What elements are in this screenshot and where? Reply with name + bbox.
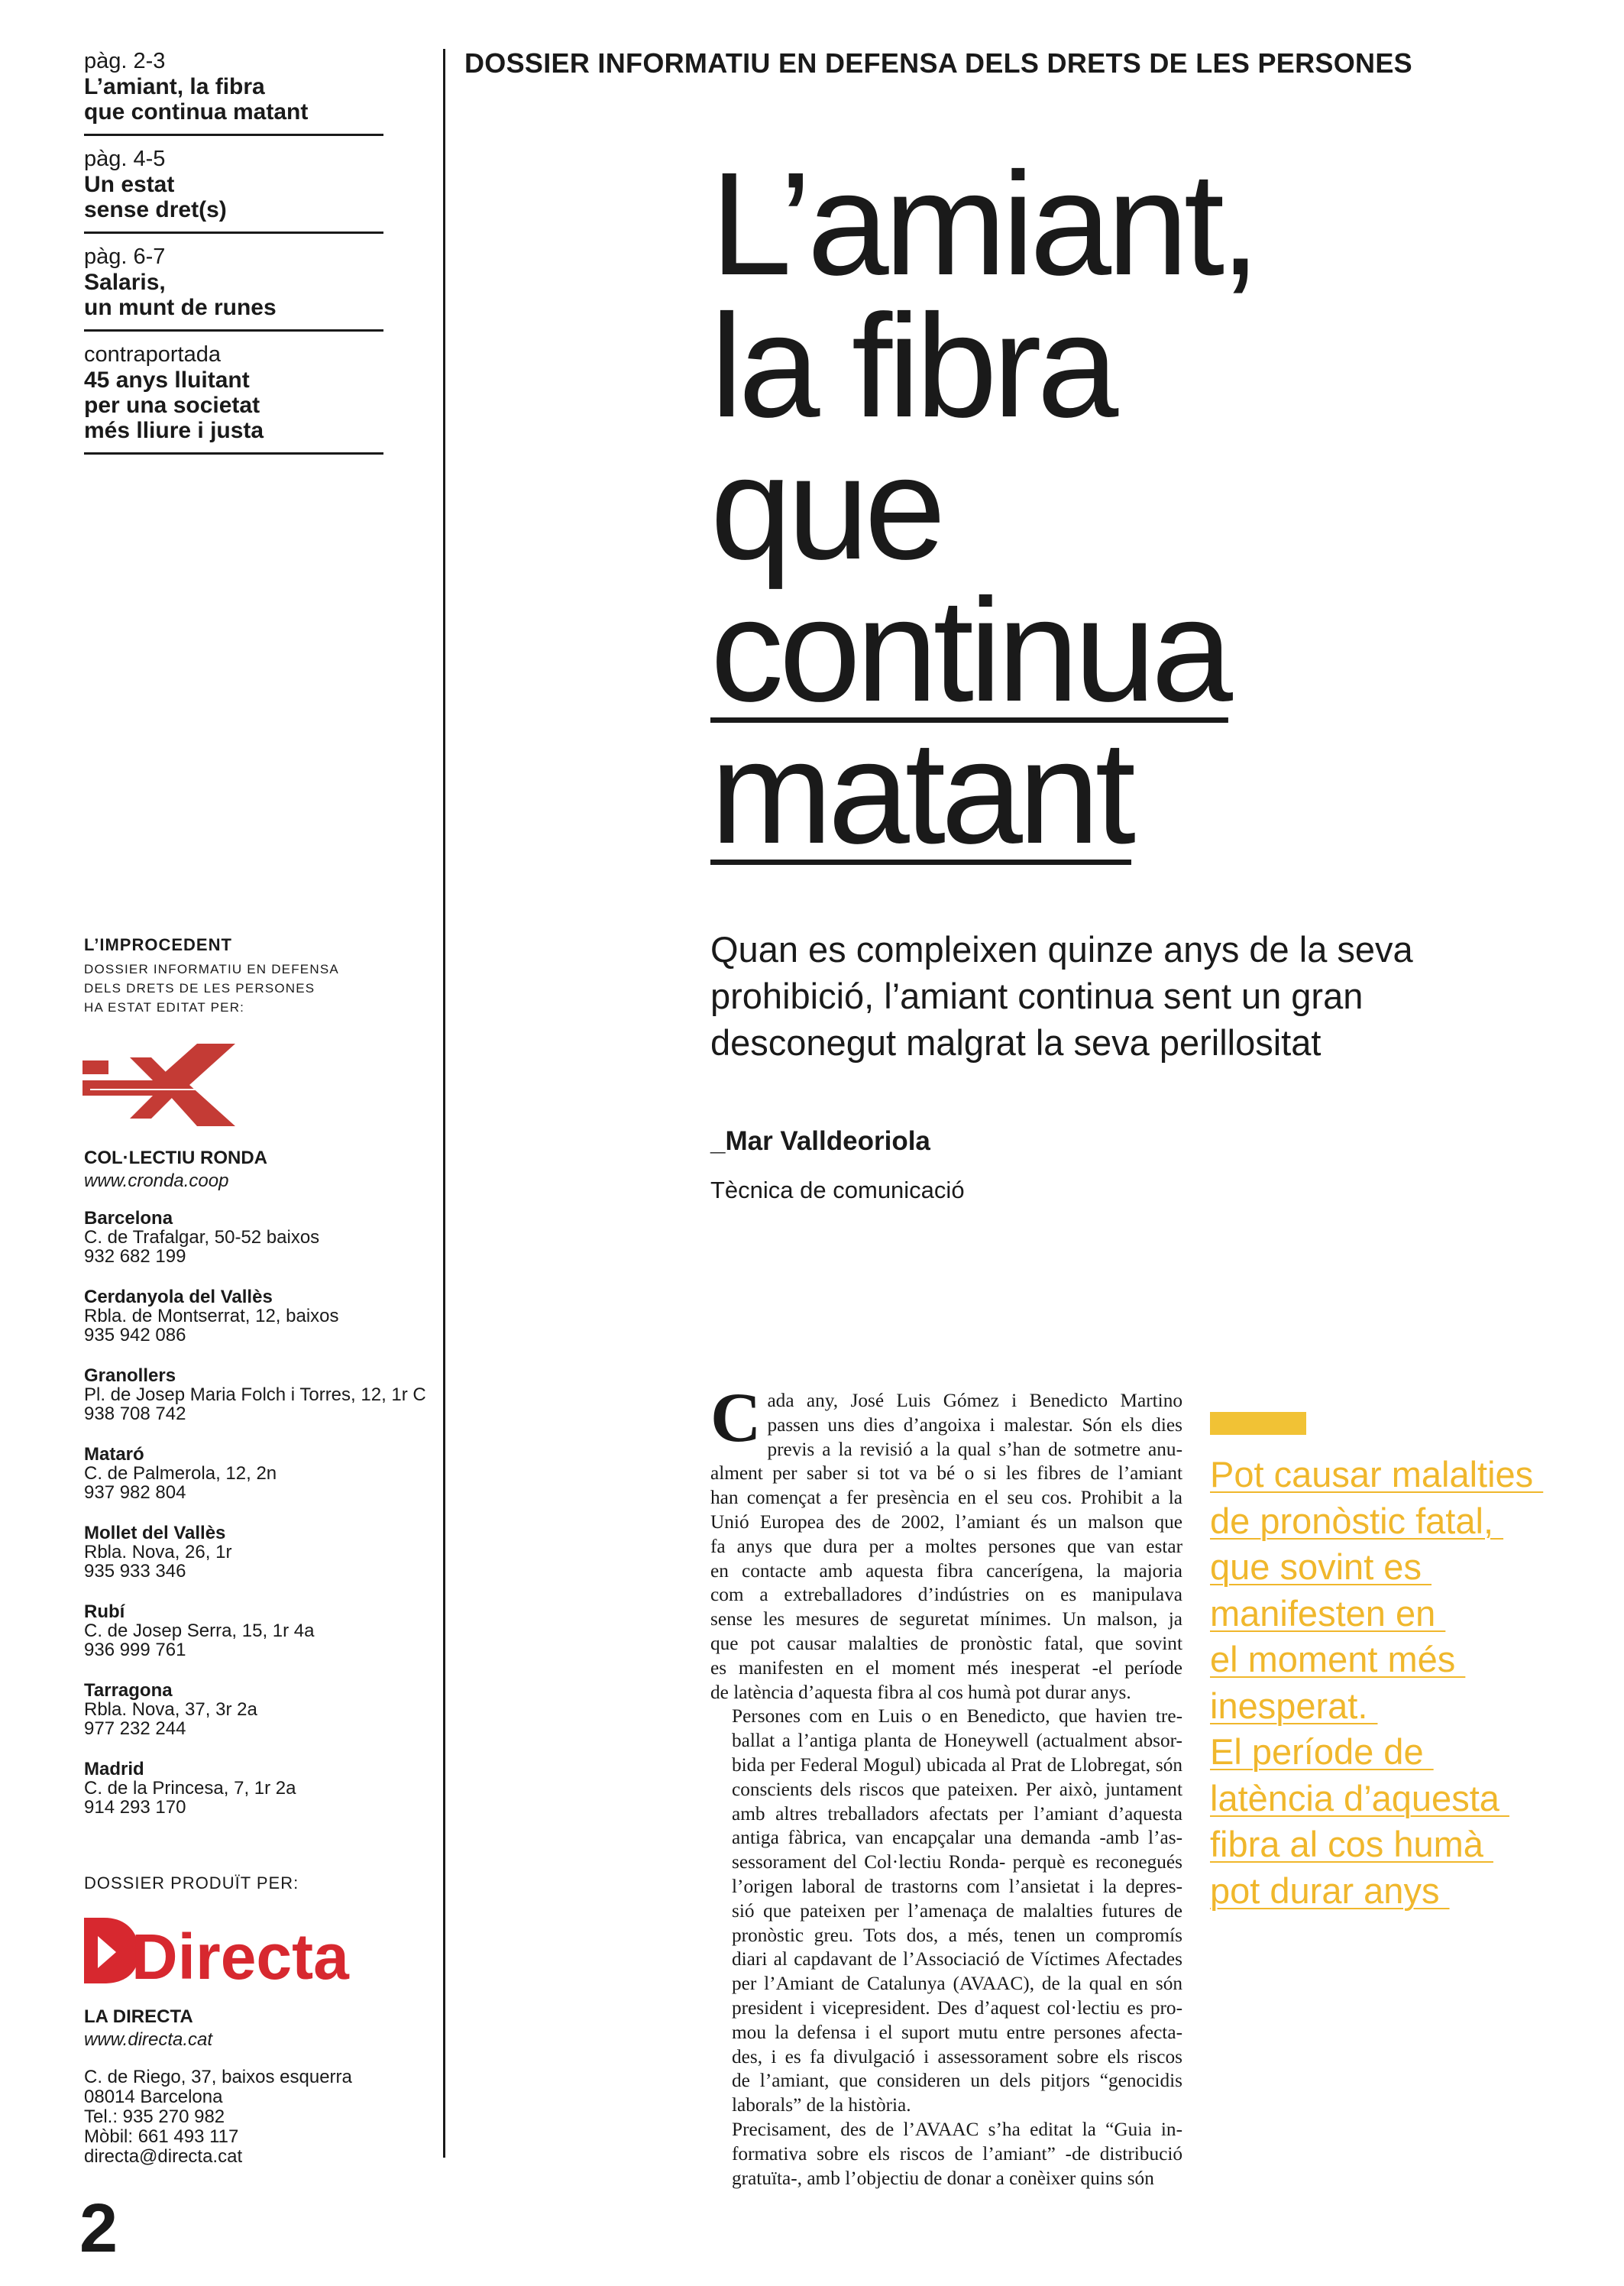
directa-name: LA DIRECTA <box>84 2006 193 2027</box>
table-of-contents <box>84 49 383 465</box>
ronda-website[interactable]: www.cronda.coop <box>84 1171 229 1191</box>
directa-logo <box>82 1910 349 1993</box>
directa-contact <box>84 2067 352 2167</box>
page-number: 2 <box>79 2190 118 2267</box>
headline-line: matant <box>710 710 1131 874</box>
body-line: com a extreballadores d’indústries on es manipulava <box>710 1584 1182 1606</box>
produced-by-label: DOSSIER PRODUÏT PER: <box>84 1873 299 1893</box>
office-entry <box>84 1523 443 1581</box>
toc-title <box>84 270 383 320</box>
office-phone: 977 232 244 <box>84 1718 186 1739</box>
toc-title-line: que continua matant <box>84 99 309 125</box>
office-address: Rbla. Nova, 26, 1r <box>84 1542 232 1562</box>
toc-title-line: L’amiant, la fibra <box>84 74 265 99</box>
office-list <box>84 1209 443 1838</box>
office-address: C. de Palmerola, 12, 2n <box>84 1463 277 1484</box>
body-line: sessorament del Col·lectiu Ronda- perquè es reconegués <box>732 1851 1182 1873</box>
body-paragraph <box>710 1705 1182 2118</box>
pull-quote-line: Pot causar malalties <box>1210 1454 1544 1494</box>
office-phone: 914 293 170 <box>84 1797 186 1818</box>
author-role: Tècnica de comunicació <box>710 1177 965 1203</box>
subtitle-line: desconegut malgrat la seva perillositat <box>710 1022 1322 1063</box>
body-line: ada any, José Luis Gómez i Benedicto Martino <box>767 1390 1182 1411</box>
pull-quote-line: fibra al cos humà <box>1210 1824 1493 1864</box>
drop-cap: C <box>710 1378 762 1456</box>
pull-quote-line: pot durar anys <box>1210 1870 1450 1911</box>
body-line: en contacte amb aquesta fibra cancerígena, la majoria <box>710 1559 1182 1582</box>
office-entry <box>84 1209 443 1266</box>
body-line: de latència d’aquesta fibra al cos humà pot durar anys. <box>710 1681 1131 1703</box>
toc-page-label: pàg. 4-5 <box>84 147 166 171</box>
body-line: amb altres treballadors afectats per l’amiant d’aquesta <box>732 1802 1182 1825</box>
body-line: mou la defensa i el suport mutu entre persones afecta- <box>732 2021 1182 2043</box>
directa-contact-line: 08014 Barcelona <box>84 2087 223 2107</box>
subtitle-line: prohibició, l’amiant continua sent un gran <box>710 976 1364 1016</box>
toc-page-label: pàg. 6-7 <box>84 244 166 269</box>
body-line: diari al capdavant de l’Associació de Víctimes Afectades <box>732 1948 1182 1970</box>
office-entry <box>84 1602 443 1659</box>
body-line: laborals” de la història. <box>732 2094 911 2116</box>
headline-line: L’amiant, <box>710 141 1257 306</box>
dossier-header: DOSSIER INFORMATIU EN DEFENSA DELS DRETS DE LES PERSONES <box>464 47 1412 79</box>
subtitle-line: Quan es compleixen quinze anys de la seva <box>710 929 1413 970</box>
office-address: Rbla. de Montserrat, 12, baixos <box>84 1306 339 1326</box>
toc-title-line: 45 anys lluitant <box>84 368 250 393</box>
publication-name: L’IMPROCEDENT <box>84 935 232 954</box>
author-name: _Mar Valldeoriola <box>710 1126 930 1156</box>
toc-page-label: pàg. 2-3 <box>84 49 166 73</box>
body-line: Persones com en Luis o en Benedicto, que havien tre- <box>732 1705 1182 1727</box>
body-line: fa anys que dura per a moltes persones que van estar <box>710 1535 1182 1557</box>
headline-line: continua <box>710 568 1228 732</box>
pull-quote-line: de pronòstic fatal, <box>1210 1500 1504 1541</box>
body-line: bida per Federal Mogul) ubicada al Prat de Llobregat, són <box>732 1753 1182 1776</box>
publication-description <box>84 960 339 1017</box>
office-address: C. de Josep Serra, 15, 1r 4a <box>84 1621 315 1641</box>
pull-quote-line: el moment més <box>1210 1639 1466 1679</box>
body-line: sense les mesures de seguretat mínimes. Un malson, ja <box>710 1608 1182 1630</box>
body-line: alment per saber si tot va bé o si les fibres de l’amiant <box>710 1462 1182 1485</box>
body-line: sió que pateixen per l’amenaça de malalties futures de <box>732 1899 1182 1922</box>
toc-title-line: més lliure i justa <box>84 418 264 443</box>
directa-contact-line: Tel.: 935 270 982 <box>84 2106 225 2127</box>
office-phone: 936 999 761 <box>84 1640 186 1660</box>
body-line: han començat a fer presència en el seu cos. Prohibit a la <box>710 1487 1182 1509</box>
ronda-name: COL·LECTIU RONDA <box>84 1148 267 1168</box>
ronda-logo <box>82 1044 235 1126</box>
toc-item[interactable] <box>84 49 383 136</box>
body-line: es manifesten en el moment més inesperat -el període <box>710 1656 1182 1679</box>
office-phone: 937 982 804 <box>84 1482 186 1503</box>
body-line: previs a la revisió a la qual s’han de sotmetre anu- <box>767 1438 1182 1460</box>
publication-description-line: DELS DRETS DE LES PERSONES <box>84 981 315 996</box>
directa-website[interactable]: www.directa.cat <box>84 2029 213 2050</box>
toc-item[interactable] <box>84 147 383 234</box>
office-address: Pl. de Josep Maria Folch i Torres, 12, 1r C <box>84 1384 426 1405</box>
pull-quote-line: que sovint es <box>1210 1546 1432 1587</box>
office-entry <box>84 1287 443 1345</box>
toc-item[interactable] <box>84 244 383 332</box>
office-city: Mollet del Vallès <box>84 1523 226 1543</box>
toc-title-line: Un estat <box>84 172 175 197</box>
office-phone: 935 942 086 <box>84 1325 186 1345</box>
office-phone: 932 682 199 <box>84 1246 186 1267</box>
body-line: per l’Amiant de Catalunya (AVAAC), de la qual en són <box>732 1973 1182 1995</box>
pull-quote-line: El període de <box>1210 1731 1434 1772</box>
column-divider <box>443 49 445 2158</box>
office-address: C. de Trafalgar, 50-52 baixos <box>84 1227 320 1248</box>
office-city: Tarragona <box>84 1680 173 1701</box>
body-line: gratuïta-, amb l’objectiu de donar a conèixer quins són <box>732 2167 1154 2189</box>
publication-description-line: DOSSIER INFORMATIU EN DEFENSA <box>84 962 339 976</box>
pull-quote-line: manifesten en <box>1210 1592 1446 1634</box>
toc-title-line: un munt de runes <box>84 295 277 320</box>
toc-title <box>84 74 383 125</box>
office-entry <box>84 1760 443 1817</box>
office-city: Barcelona <box>84 1208 173 1229</box>
office-entry <box>84 1681 443 1738</box>
headline-line: que <box>710 426 942 590</box>
body-line: l’origen laboral de trastorns com l’ansietat i la depres- <box>732 1875 1182 1897</box>
body-line: de l’amiant, que consideren un dels pitjors “genocidis <box>732 2070 1182 2092</box>
body-line: pronòstic greu. Tots dos, a més, tenen un compromís <box>732 1924 1182 1946</box>
body-line: passen uns dies d’angoixa i malestar. Són els dies <box>767 1413 1182 1436</box>
body-line: formativa sobre els riscos de l’amiant” -de distribució <box>732 2142 1182 2165</box>
publication-description-line: HA ESTAT EDITAT PER: <box>84 1000 245 1015</box>
pull-quote <box>1210 1452 1569 1914</box>
toc-item[interactable] <box>84 342 383 455</box>
pull-quote-bar <box>1210 1412 1306 1435</box>
body-line: Unió Europea des de 2002, l’amiant és un malson que <box>710 1511 1182 1533</box>
office-city: Granollers <box>84 1365 176 1386</box>
body-paragraph <box>710 1378 1182 1705</box>
article-body <box>710 1378 1182 2190</box>
office-city: Cerdanyola del Vallès <box>84 1287 273 1307</box>
office-city: Madrid <box>84 1759 144 1779</box>
article-headline <box>710 141 1257 874</box>
office-phone: 935 933 346 <box>84 1561 186 1582</box>
article-subtitle <box>710 926 1505 1066</box>
office-address: Rbla. Nova, 37, 3r 2a <box>84 1699 257 1720</box>
directa-contact-line: Mòbil: 661 493 117 <box>84 2126 239 2147</box>
headline-line: la fibra <box>710 283 1114 448</box>
body-line: ballat a l’antiga planta de Honeywell (actualment absor- <box>732 1730 1182 1752</box>
directa-contact-line: C. de Riego, 37, baixos esquerra <box>84 2067 352 2087</box>
pull-quote-line: latència d’aquesta <box>1210 1777 1509 1818</box>
body-line: que pot causar malalties de pronòstic fatal, que sovint <box>710 1632 1182 1654</box>
body-line: Precisament, des de l’AVAAC s’ha editat la “Guia in- <box>732 2118 1182 2140</box>
toc-title <box>84 172 383 222</box>
body-paragraph <box>710 2118 1182 2190</box>
toc-title-line: sense dret(s) <box>84 197 227 222</box>
pull-quote-line: inesperat. <box>1210 1685 1378 1726</box>
toc-title-line: per una societat <box>84 393 260 418</box>
office-phone: 938 708 742 <box>84 1404 186 1424</box>
directa-contact-line[interactable]: directa@directa.cat <box>84 2146 243 2167</box>
body-line: president i vicepresident. Des d’aquest col·lectiu es pro- <box>732 1996 1182 2019</box>
toc-title-line: Salaris, <box>84 270 166 295</box>
office-address: C. de la Princesa, 7, 1r 2a <box>84 1778 296 1799</box>
toc-title <box>84 368 383 443</box>
directa-logo-text: Directa <box>131 1921 349 1993</box>
office-entry <box>84 1445 443 1502</box>
body-line: des, i es fa divulgació i assessorament sobre els riscos <box>732 2045 1182 2067</box>
office-city: Rubí <box>84 1601 125 1622</box>
body-line: antiga fàbrica, van encapçalar una demanda -amb l’as- <box>732 1827 1182 1849</box>
body-line: conscients dels riscos que pateixen. Per això, juntament <box>732 1778 1182 1800</box>
office-city: Mataró <box>84 1444 144 1465</box>
office-entry <box>84 1366 443 1423</box>
toc-page-label: contraportada <box>84 342 221 367</box>
